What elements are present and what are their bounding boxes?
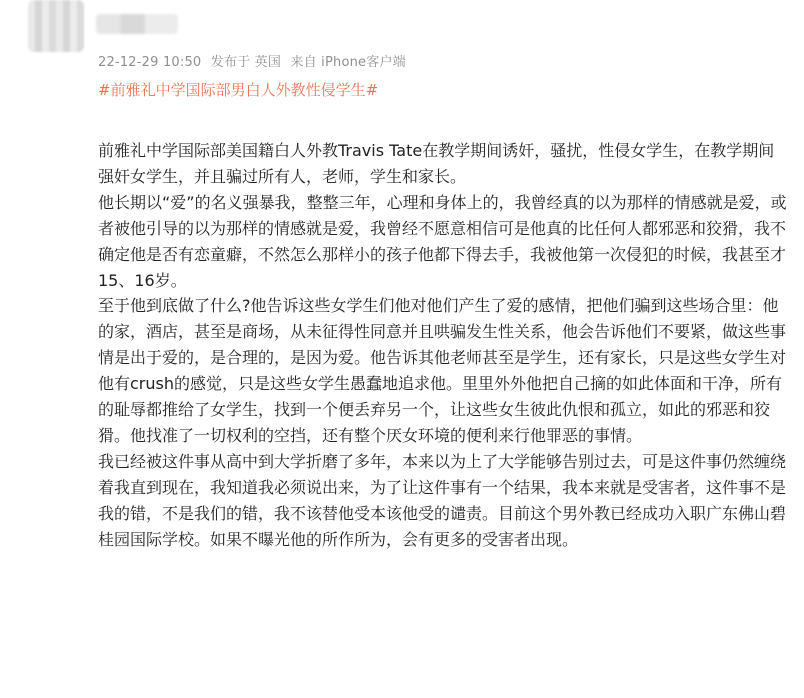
- post-source: 来自 iPhone客户端: [290, 55, 406, 70]
- post-body: [98, 138, 788, 553]
- post-paragraph: 我已经被这件事从高中到大学折磨了多年，本来以为上了大学能够告别过去，可是这件事仍然缠绕着我直到现在，我知道我必须说出来，为了让这件事有一个结果，我本来就是受害者，这件事不是我的错，不是我们的错，我不该替他受本该他受的谴责。目前这个男外教已经成功入职广东佛山碧桂园国际学校。如果不曝光他的所作所为，会有更多的受害者出现。: [98, 451, 787, 549]
- post-timestamp[interactable]: 22-12-29 10:50: [98, 55, 202, 70]
- post-meta: [98, 51, 411, 70]
- post-paragraph: 前雅礼中学国际部美国籍白人外教Travis Tate在教学期间诱奸，骚扰，性侵女学生，在教学期间强奸女学生，并且骗过所有人，老师，学生和家长。: [98, 141, 775, 186]
- post-paragraph: 他长期以“爱”的名义强暴我，整整三年，心理和身体上的，我曾经真的以为那样的情感就是爱，或者被他引导的以为那样的情感就是爱，我曾经不愿意相信可是他真的比任何人都邪恶和狡猾，我不确定他是否有恋童癖，不然怎么那样小的孩子他都下得去手，我被他第一次侵犯的时候，我甚至才15、16岁。: [98, 192, 787, 290]
- user-avatar-blurred[interactable]: [28, 0, 84, 52]
- username-blurred[interactable]: [96, 14, 178, 34]
- post-location: 发布于 英国: [210, 55, 282, 70]
- topic-hashtag-link[interactable]: #前雅礼中学国际部男白人外教性侵学生#: [98, 81, 379, 99]
- post-paragraph: 至于他到底做了什么?他告诉这些女学生们他对他们产生了爱的感情，把他们骗到这些场合里：他的家，酒店，甚至是商场，从未征得性同意并且哄骗发生性关系，他会告诉他们不要紧，做这些事情是出于爱的，是合理的，是因为爱。他告诉其他老师甚至是学生，还有家长，只是这些女学生对他有crush的感觉，只是这些女学生愚蠢地追求他。里里外外他把自己摘的如此体面和干净，所有的耻辱都推给了女学生，找到一个便丢弃另一个，让这些女生彼此仇恨和孤立，如此的邪恶和狡猾。他找准了一切权利的空挡，还有整个厌女环境的便利来行他罪恶的事情。: [98, 296, 787, 445]
